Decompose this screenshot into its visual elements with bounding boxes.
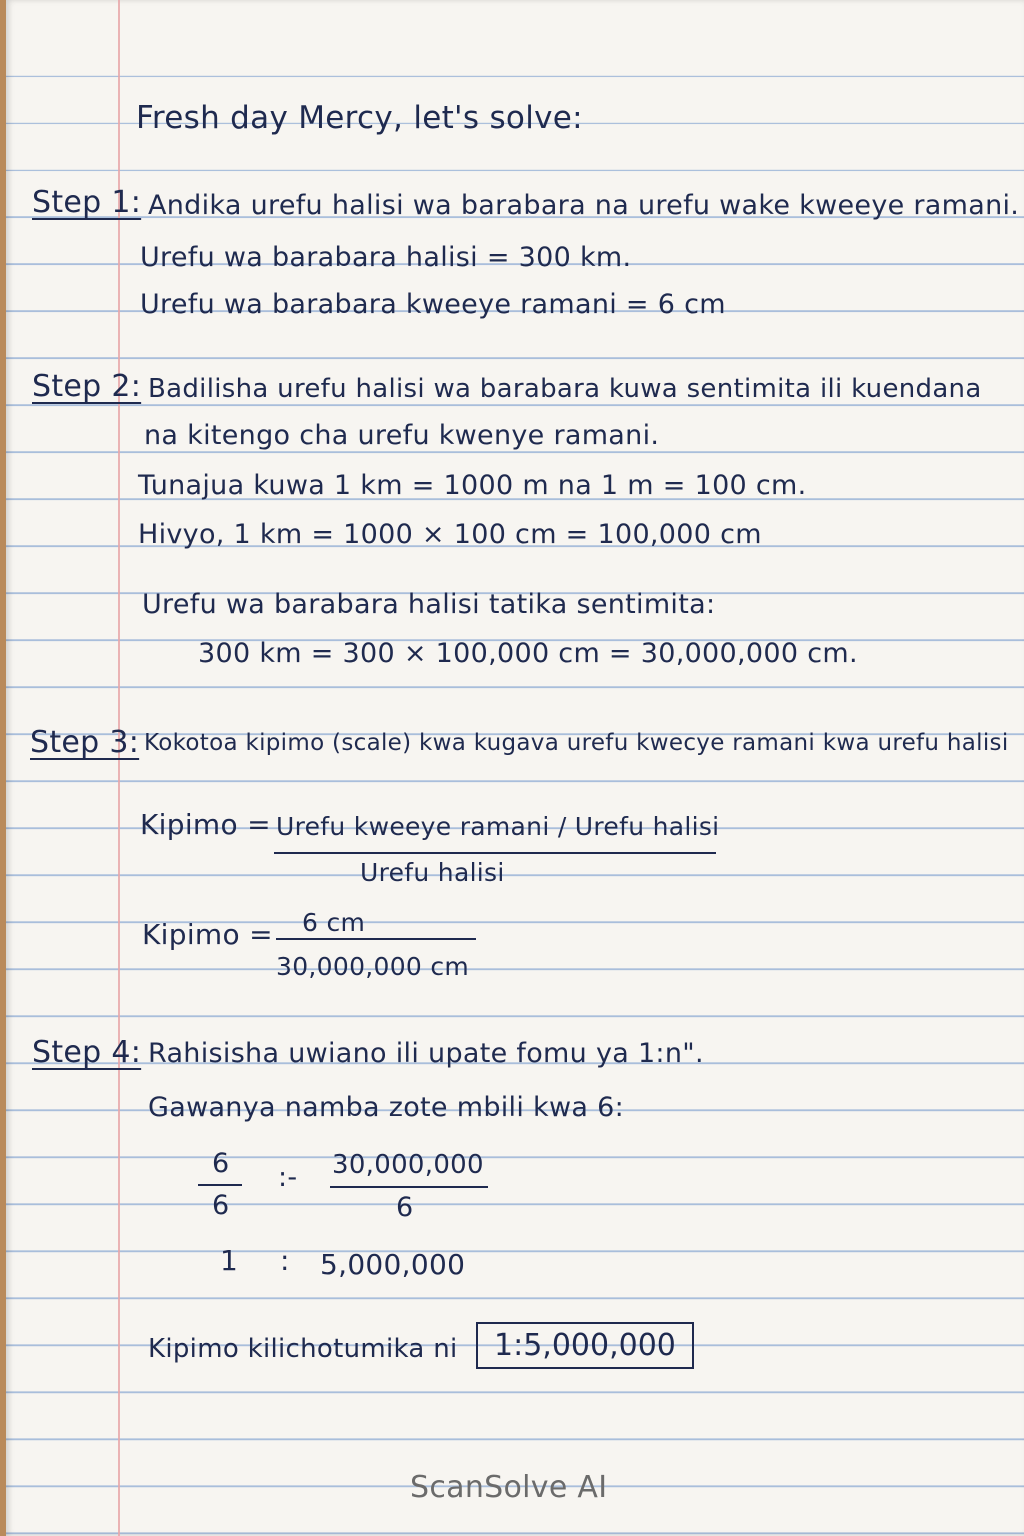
fraction-a-denominator: 6	[212, 1190, 230, 1221]
fraction-b-denominator: 6	[396, 1192, 414, 1223]
result-right: 5,000,000	[320, 1248, 466, 1281]
step2-label: Step 2:	[32, 369, 142, 404]
fraction-a-numerator: 6	[212, 1148, 230, 1179]
step1-line1: Urefu wa barabara halisi = 300 km.	[140, 242, 632, 273]
formula1-fraction-bar	[274, 852, 716, 854]
final-answer-box: 1:5,000,000	[476, 1322, 694, 1369]
step2-text2: na kitengo cha urefu kwenye ramani.	[144, 420, 660, 451]
fraction-a-bar	[198, 1184, 242, 1186]
formula2-fraction-bar	[276, 938, 476, 940]
step4-label: Step 4:	[32, 1035, 142, 1070]
formula2-denominator: 30,000,000 cm	[276, 952, 470, 981]
step3-text: Kokotoa kipimo (scale) kwa kugava urefu kwecye ramani kwa urefu halisi	[144, 730, 1009, 756]
footer-brand: ScanSolve AI	[410, 1470, 608, 1505]
step2-line4: 300 km = 300 × 100,000 cm = 30,000,000 cm.	[198, 638, 858, 669]
result-left: 1	[220, 1244, 239, 1277]
fraction-b-numerator: 30,000,000	[332, 1150, 484, 1180]
step2-text1: Badilisha urefu halisi wa barabara kuwa sentimita ili kuendana	[148, 374, 982, 404]
greeting: Fresh day Mercy, let's solve:	[136, 100, 583, 136]
formula1-denominator: Urefu halisi	[360, 858, 505, 887]
step3-label: Step 3:	[30, 725, 140, 760]
notebook-page	[6, 0, 1024, 1536]
margin-line	[118, 0, 120, 1536]
result-colon: :	[280, 1244, 290, 1277]
step1-text: Andika urefu halisi wa barabara na urefu wake kweeye ramani.	[148, 190, 1020, 221]
formula2-numerator: 6 cm	[302, 908, 366, 937]
step1-label: Step 1:	[32, 185, 142, 220]
formula2-lhs: Kipimo =	[142, 918, 273, 951]
fraction-b-bar	[330, 1186, 488, 1188]
formula1-lhs: Kipimo =	[140, 808, 271, 841]
step1-line2: Urefu wa barabara kweeye ramani = 6 cm	[140, 289, 726, 320]
final-statement: Kipimo kilichotumika ni	[148, 1334, 458, 1364]
step2-line3: Urefu wa barabara halisi tatika sentimita:	[142, 589, 716, 620]
division-operator: :-	[278, 1162, 298, 1193]
step2-line2: Hivyo, 1 km = 1000 × 100 cm = 100,000 cm	[138, 519, 762, 550]
formula1-numerator: Urefu kweeye ramani / Urefu halisi	[276, 812, 720, 841]
step2-line1: Tunajua kuwa 1 km = 1000 m na 1 m = 100 cm.	[138, 470, 807, 501]
step4-text: Rahisisha uwiano ili upate fomu ya 1:n".	[148, 1038, 704, 1069]
step4-line1: Gawanya namba zote mbili kwa 6:	[148, 1092, 624, 1123]
